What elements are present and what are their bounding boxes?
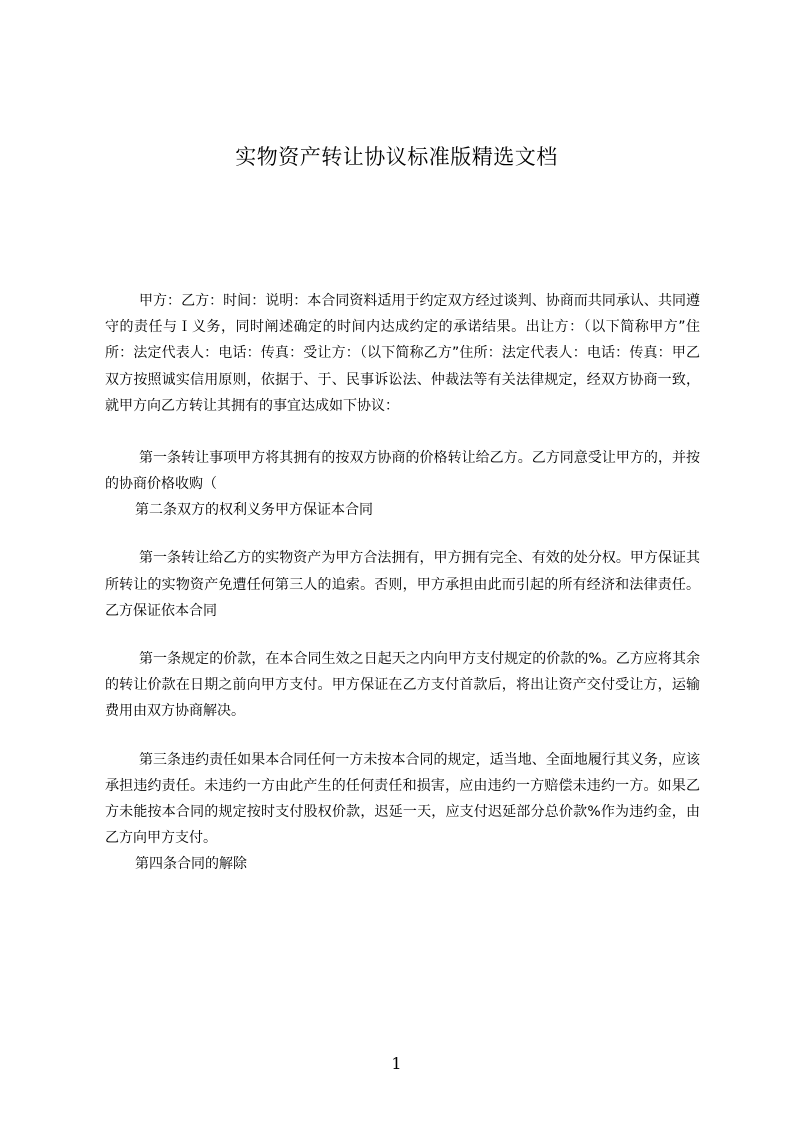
paragraph-article-3-liability: 第三条违约责任如果本合同任何一方未按本合同的规定，适当地、全面地履行其义务，应该承担违约责任。未违约一方由此产生的任何责任和损害，应由违约一方赔偿未违约一方。如果乙方未能按本合同的规定按时支付股权价款，迟延一天，应支付迟延部分总价款%作为违约金，由乙方向甲方支付。 bbox=[105, 751, 700, 847]
page-number: 1 bbox=[391, 1054, 402, 1073]
paragraph-payment-terms: 第一条规定的价款，在本合同生效之日起天之内向甲方支付规定的价款的%。乙方应将其余的转让价款在日期之前向甲方支付。甲方保证在乙方支付首款后，将出让资产交付受让方，运输费用由双方协商解决。 bbox=[105, 651, 700, 720]
paragraph-preamble: 甲方：乙方：时间：说明：本合同资料适用于约定双方经过谈判、协商而共同承认、共同遵守的责任与Ｉ义务，同时阐述确定的时间内达成约定的承诺结果。出让方：（以下简称甲方”住所：法定代表人：电话：传真：受让方：（以下简称乙方”住所：法定代表人：电话：传真：甲乙双方按照诚实信用原则，依据于、于、民事诉讼法、仲裁法等有关法律规定，经双方协商一致，就甲方向乙方转让其拥有的事宜达成如下协议： bbox=[105, 293, 700, 414]
paragraph-article-1: 第一条转让事项甲方将其拥有的按双方协商的价格转让给乙方。乙方同意受让甲方的，并按的协商价格收购（ bbox=[105, 450, 700, 493]
document-body bbox=[105, 288, 700, 877]
paragraph-seller-guarantee: 第一条转让给乙方的实物资产为甲方合法拥有，甲方拥有完全、有效的处分权。甲方保证其所转让的实物资产免遭任何第三人的追索。否则，甲方承担由此而引起的所有经济和法律责任。乙方保证依本合同 bbox=[105, 550, 700, 619]
paragraph-article-2-heading: 第二条双方的权利义务甲方保证本合同 bbox=[135, 502, 373, 519]
paragraph-article-4-heading: 第四条合同的解除 bbox=[135, 856, 247, 873]
document-title: 实物资产转让协议标准版精选文档 bbox=[235, 145, 558, 169]
